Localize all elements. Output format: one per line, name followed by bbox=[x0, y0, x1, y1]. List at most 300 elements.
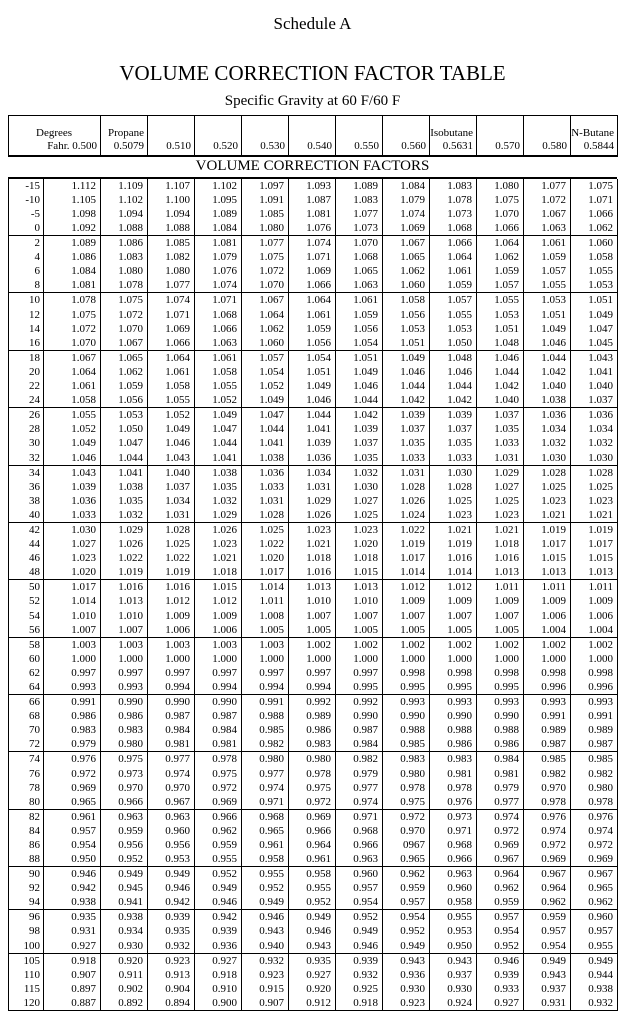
factor-cell: 0.959 bbox=[524, 910, 571, 925]
table-row bbox=[9, 709, 618, 723]
factor-cell: 1.000 bbox=[289, 652, 336, 666]
column-gravity-label: 0.580 bbox=[542, 139, 567, 152]
column-header bbox=[571, 116, 618, 156]
factor-cell: 1.038 bbox=[101, 480, 148, 494]
factor-cell: 0.983 bbox=[383, 752, 430, 767]
factor-cell: 0.989 bbox=[571, 723, 618, 737]
factor-cell: 0.983 bbox=[289, 737, 336, 752]
factor-cell: 0.994 bbox=[289, 680, 336, 695]
factor-cell: 1.025 bbox=[571, 480, 618, 494]
factor-cell: 1.052 bbox=[242, 379, 289, 393]
factor-cell: 0.984 bbox=[336, 737, 383, 752]
table-row bbox=[9, 465, 618, 480]
factor-cell: 0.953 bbox=[430, 924, 477, 938]
factor-cell: 1.000 bbox=[336, 652, 383, 666]
factor-cell: 1.061 bbox=[524, 236, 571, 251]
factor-cell: 1.064 bbox=[44, 365, 101, 379]
factor-cell: 0.978 bbox=[571, 795, 618, 810]
factor-cell: 0.924 bbox=[430, 996, 477, 1011]
factor-cell: 1.029 bbox=[477, 465, 524, 480]
factor-cell: 1.003 bbox=[195, 637, 242, 652]
factor-cell: 1.073 bbox=[430, 207, 477, 221]
factor-cell: 0.946 bbox=[242, 910, 289, 925]
factor-cell: 1.009 bbox=[477, 594, 524, 608]
factor-cell: 1.016 bbox=[148, 580, 195, 595]
factor-cell: 1.061 bbox=[336, 293, 383, 308]
factor-cell: 0.962 bbox=[477, 881, 524, 895]
factor-cell: 0.954 bbox=[477, 924, 524, 938]
factor-cell: 0.986 bbox=[477, 737, 524, 752]
factor-cell: 0.978 bbox=[289, 766, 336, 780]
temperature-cell: 6 bbox=[34, 265, 40, 278]
factor-cell: 0.980 bbox=[383, 766, 430, 780]
factor-cell: 0.993 bbox=[524, 695, 571, 710]
temperature-cell: 68 bbox=[29, 710, 40, 723]
table-row bbox=[9, 278, 618, 293]
factor-cell: 1.051 bbox=[571, 293, 618, 308]
factor-cell: 1.029 bbox=[195, 508, 242, 523]
factor-cell: 1.033 bbox=[430, 451, 477, 466]
factor-cell: 0.920 bbox=[101, 953, 148, 968]
factor-cell: 1.057 bbox=[524, 264, 571, 278]
factor-cell: 0.975 bbox=[101, 752, 148, 767]
table-row bbox=[9, 322, 618, 336]
factor-cell: 1.074 bbox=[289, 236, 336, 251]
factor-cell: 1.044 bbox=[336, 393, 383, 408]
factor-cell: 1.005 bbox=[477, 623, 524, 638]
factor-cell: 1.079 bbox=[383, 193, 430, 207]
factor-cell: 0.971 bbox=[336, 809, 383, 824]
temperature-cell: 54 bbox=[29, 609, 40, 622]
table-row bbox=[9, 867, 618, 882]
factor-cell: 0.954 bbox=[44, 838, 101, 852]
factor-cell: 1.049 bbox=[571, 307, 618, 321]
factor-cell: 1.070 bbox=[101, 322, 148, 336]
factor-cell: 1.023 bbox=[571, 494, 618, 508]
factor-cell: 0.936 bbox=[383, 968, 430, 982]
factor-cell: 1.024 bbox=[383, 508, 430, 523]
factor-cell: 1.053 bbox=[524, 293, 571, 308]
factor-cell: 0.974 bbox=[571, 824, 618, 838]
factor-cell: 1.044 bbox=[524, 350, 571, 365]
factor-cell: 1.033 bbox=[242, 480, 289, 494]
factor-cell: 1.061 bbox=[44, 379, 101, 393]
factor-cell: 0.969 bbox=[44, 781, 101, 795]
factor-cell: 1.112 bbox=[44, 179, 101, 193]
factor-cell: 1.040 bbox=[571, 379, 618, 393]
factor-cell: 1.039 bbox=[383, 408, 430, 423]
factor-cell: 0.894 bbox=[148, 996, 195, 1011]
factor-cell: 1.002 bbox=[430, 637, 477, 652]
temperature-cell: 48 bbox=[29, 566, 40, 579]
factor-cell: 1.028 bbox=[242, 508, 289, 523]
temperature-cell: 76 bbox=[29, 767, 40, 780]
factor-cell: 1.069 bbox=[289, 264, 336, 278]
factor-cell: 0.955 bbox=[242, 867, 289, 882]
factor-cell: 1.095 bbox=[195, 193, 242, 207]
factor-cell: 1.020 bbox=[242, 551, 289, 565]
factor-cell: 1.011 bbox=[571, 580, 618, 595]
factor-cell: 1.057 bbox=[242, 350, 289, 365]
factor-cell: 1.015 bbox=[524, 551, 571, 565]
factor-cell: 0.986 bbox=[430, 737, 477, 752]
factor-cell: 0.949 bbox=[383, 939, 430, 954]
factor-cell: 0.977 bbox=[242, 766, 289, 780]
factor-cell: 0.943 bbox=[242, 924, 289, 938]
factor-cell: 0.986 bbox=[44, 709, 101, 723]
factor-cell: 0.961 bbox=[44, 809, 101, 824]
temperature-cell: 115 bbox=[23, 982, 40, 995]
factor-cell: 1.062 bbox=[571, 221, 618, 236]
factor-cell: 1.041 bbox=[571, 365, 618, 379]
factor-cell: 0.967 bbox=[571, 867, 618, 882]
factor-cell: 1.051 bbox=[336, 350, 383, 365]
factor-cell: 0.984 bbox=[477, 752, 524, 767]
factor-cell: 0.994 bbox=[195, 680, 242, 695]
factor-cell: 1.043 bbox=[148, 451, 195, 466]
factor-cell: 1.012 bbox=[383, 580, 430, 595]
factor-cell: 1.003 bbox=[44, 637, 101, 652]
table-row bbox=[9, 207, 618, 221]
factor-cell: 1.037 bbox=[336, 436, 383, 450]
factor-cell: 1.000 bbox=[101, 652, 148, 666]
temperature-cell: 8 bbox=[34, 279, 40, 292]
factor-cell: 0.952 bbox=[289, 895, 336, 910]
table-row bbox=[9, 422, 618, 436]
temperature-cell: 2 bbox=[9, 236, 44, 251]
factor-cell: 1.068 bbox=[430, 221, 477, 236]
factor-cell: 0.972 bbox=[477, 824, 524, 838]
factor-cell: 0.964 bbox=[477, 867, 524, 882]
factor-cell: 1.055 bbox=[524, 278, 571, 293]
factor-cell: 1.033 bbox=[44, 508, 101, 523]
factor-cell: 1.019 bbox=[524, 522, 571, 537]
factor-cell: 1.081 bbox=[44, 278, 101, 293]
factor-cell: 0.972 bbox=[44, 766, 101, 780]
factor-cell: 1.014 bbox=[44, 594, 101, 608]
factor-cell: 1.042 bbox=[524, 365, 571, 379]
factor-cell: 0.997 bbox=[44, 666, 101, 680]
factor-cell: 1.066 bbox=[571, 207, 618, 221]
factor-cell: 0.933 bbox=[477, 982, 524, 996]
factor-cell: 1.036 bbox=[524, 408, 571, 423]
factor-cell: 0.930 bbox=[101, 939, 148, 954]
factor-cell: 1.080 bbox=[148, 264, 195, 278]
factor-cell: 0.991 bbox=[524, 709, 571, 723]
temperature-cell: 24 bbox=[29, 394, 40, 407]
factor-cell: 1.007 bbox=[101, 623, 148, 638]
column-gravity-label: 0.550 bbox=[354, 139, 379, 152]
factor-cell: 0.979 bbox=[477, 781, 524, 795]
factor-cell: 0.952 bbox=[477, 939, 524, 954]
factor-cell: 1.031 bbox=[148, 508, 195, 523]
factor-cell: 0.980 bbox=[242, 752, 289, 767]
factor-cell: 1.017 bbox=[44, 580, 101, 595]
factor-cell: 0.939 bbox=[195, 924, 242, 938]
column-product-label bbox=[477, 127, 520, 140]
factor-cell: 0.992 bbox=[289, 695, 336, 710]
column-product-label bbox=[148, 127, 191, 140]
temperature-cell: 78 bbox=[29, 781, 40, 794]
factor-cell: 0.930 bbox=[430, 982, 477, 996]
factor-cell: 0.954 bbox=[383, 910, 430, 925]
factor-cell: 1.032 bbox=[524, 436, 571, 450]
factor-cell: 1.022 bbox=[148, 551, 195, 565]
factor-cell: 0.932 bbox=[148, 939, 195, 954]
column-gravity-label: 0.5844 bbox=[583, 139, 614, 152]
factor-cell: 1.084 bbox=[383, 179, 430, 193]
factor-cell: 1.021 bbox=[571, 508, 618, 523]
factor-cell: 1.014 bbox=[430, 565, 477, 580]
factor-cell: 1.013 bbox=[101, 594, 148, 608]
factor-cell: 1.044 bbox=[195, 436, 242, 450]
factor-cell: 0.964 bbox=[524, 881, 571, 895]
factor-cell: 0.949 bbox=[571, 953, 618, 968]
factor-cell: 1.033 bbox=[383, 451, 430, 466]
factor-cell: 1.049 bbox=[383, 350, 430, 365]
factor-cell: 1.000 bbox=[383, 652, 430, 666]
factor-cell: 1.056 bbox=[289, 336, 336, 351]
factor-cell: 0.972 bbox=[383, 809, 430, 824]
column-header-row bbox=[9, 116, 618, 156]
factor-cell: 1.102 bbox=[101, 193, 148, 207]
temperature-cell: 84 bbox=[29, 824, 40, 837]
factor-cell: 0.967 bbox=[148, 795, 195, 810]
factor-cell: 1.083 bbox=[101, 250, 148, 264]
factor-cell: 0.971 bbox=[242, 795, 289, 810]
factor-cell: 1.053 bbox=[101, 408, 148, 423]
subtitle: Specific Gravity at 60 F/60 F bbox=[224, 93, 401, 109]
table-row bbox=[9, 379, 618, 393]
factor-cell: 1.027 bbox=[477, 480, 524, 494]
factor-cell: 1.031 bbox=[242, 494, 289, 508]
factor-cell: 1.034 bbox=[571, 422, 618, 436]
factor-cell: 1.068 bbox=[195, 307, 242, 321]
factor-cell: 1.023 bbox=[524, 494, 571, 508]
factor-cell: 0.984 bbox=[148, 723, 195, 737]
table-row bbox=[9, 451, 618, 466]
factor-cell: 1.018 bbox=[477, 537, 524, 551]
factor-cell: 1.058 bbox=[571, 250, 618, 264]
factor-cell: 1.032 bbox=[101, 508, 148, 523]
factor-cell: 0.963 bbox=[430, 867, 477, 882]
factor-cell: 1.035 bbox=[101, 494, 148, 508]
factor-cell: 0.998 bbox=[571, 666, 618, 680]
factor-cell: 1.035 bbox=[336, 451, 383, 466]
factor-cell: 1.002 bbox=[289, 637, 336, 652]
factor-cell: 1.044 bbox=[383, 379, 430, 393]
factor-cell: 1.007 bbox=[383, 609, 430, 623]
factor-cell: 0.955 bbox=[289, 881, 336, 895]
factor-cell: 0.972 bbox=[524, 838, 571, 852]
factor-cell: 0.949 bbox=[148, 867, 195, 882]
factor-cell: 0.972 bbox=[289, 795, 336, 810]
factor-cell: 1.066 bbox=[148, 336, 195, 351]
factor-cell: 1.094 bbox=[148, 207, 195, 221]
factor-cell: 1.042 bbox=[336, 408, 383, 423]
factor-cell: 0.946 bbox=[477, 953, 524, 968]
factor-cell: 0.927 bbox=[195, 953, 242, 968]
factor-cell: 0.942 bbox=[148, 895, 195, 910]
factor-cell: 0.954 bbox=[336, 895, 383, 910]
factor-cell: 1.009 bbox=[430, 594, 477, 608]
factor-cell: 1.015 bbox=[571, 551, 618, 565]
factor-cell: 0.998 bbox=[430, 666, 477, 680]
factor-cell: 1.078 bbox=[430, 193, 477, 207]
degrees-column-header bbox=[9, 116, 101, 156]
factor-cell: 0.983 bbox=[101, 723, 148, 737]
factor-cell: 1.063 bbox=[336, 278, 383, 293]
factor-cell: 1.067 bbox=[524, 207, 571, 221]
factor-cell: 1.089 bbox=[336, 179, 383, 193]
factor-cell: 1.044 bbox=[289, 408, 336, 423]
factor-cell: 1.049 bbox=[242, 393, 289, 408]
factor-cell: 0.907 bbox=[44, 968, 101, 982]
factor-cell: 1.070 bbox=[477, 207, 524, 221]
factor-cell: 0.981 bbox=[195, 737, 242, 752]
table-row bbox=[9, 393, 618, 408]
factor-cell: 1.064 bbox=[430, 250, 477, 264]
temperature-cell: 56 bbox=[29, 623, 40, 636]
factor-cell: 0.993 bbox=[383, 695, 430, 710]
factor-cell: 0.961 bbox=[289, 852, 336, 867]
factor-cell: 1.081 bbox=[289, 207, 336, 221]
factor-cell: 0.955 bbox=[571, 939, 618, 954]
factor-cell: 0.991 bbox=[44, 695, 101, 710]
factor-cell: 0.995 bbox=[383, 680, 430, 695]
factor-cell: 1.077 bbox=[336, 207, 383, 221]
factor-cell: 1.074 bbox=[383, 207, 430, 221]
factor-cell: 1.059 bbox=[101, 379, 148, 393]
factor-cell: 1.064 bbox=[289, 293, 336, 308]
factor-cell: 0.973 bbox=[101, 766, 148, 780]
factor-cell: 0.925 bbox=[336, 982, 383, 996]
factor-cell: 0.983 bbox=[44, 723, 101, 737]
factor-cell: 1.073 bbox=[336, 221, 383, 236]
factor-cell: 1.109 bbox=[101, 179, 148, 193]
column-gravity-label: 0.530 bbox=[260, 139, 285, 152]
temperature-cell: 22 bbox=[29, 380, 40, 393]
factor-cell: 0.892 bbox=[101, 996, 148, 1011]
table-row bbox=[9, 336, 618, 351]
factor-cell: 0.959 bbox=[101, 824, 148, 838]
factor-cell: 1.055 bbox=[44, 408, 101, 423]
table-row bbox=[9, 666, 618, 680]
factor-cell: 1.023 bbox=[336, 522, 383, 537]
factor-cell: 1.002 bbox=[336, 637, 383, 652]
table-row bbox=[9, 250, 618, 264]
header-table bbox=[8, 115, 618, 157]
factor-cell: 1.052 bbox=[44, 422, 101, 436]
factor-cell: 1.059 bbox=[289, 322, 336, 336]
table-row bbox=[9, 795, 618, 810]
table-row bbox=[9, 236, 618, 251]
factor-cell: 1.068 bbox=[336, 250, 383, 264]
factor-cell: 0.990 bbox=[148, 695, 195, 710]
factor-cell: 1.077 bbox=[242, 236, 289, 251]
factor-cell: 1.058 bbox=[148, 379, 195, 393]
factor-cell: 0.997 bbox=[195, 666, 242, 680]
factor-cell: 0.938 bbox=[571, 982, 618, 996]
factor-cell: 1.010 bbox=[289, 594, 336, 608]
factor-cell: 0.965 bbox=[383, 852, 430, 867]
factor-cell: 1.032 bbox=[336, 465, 383, 480]
factor-cell: 0.910 bbox=[195, 982, 242, 996]
factor-cell: 1.059 bbox=[430, 278, 477, 293]
factor-cell: 1.051 bbox=[477, 322, 524, 336]
factor-cell: 0.991 bbox=[571, 709, 618, 723]
factor-cell: 0.946 bbox=[289, 924, 336, 938]
factor-cell: 0.974 bbox=[524, 824, 571, 838]
factor-cell: 0.963 bbox=[101, 809, 148, 824]
factor-cell: 1.008 bbox=[242, 609, 289, 623]
temperature-cell: 86 bbox=[29, 839, 40, 852]
factor-cell: 0.985 bbox=[571, 752, 618, 767]
factor-cell: 1.061 bbox=[195, 350, 242, 365]
factor-cell: 1.002 bbox=[477, 637, 524, 652]
factor-cell: 0.959 bbox=[195, 838, 242, 852]
factor-cell: 1.046 bbox=[44, 451, 101, 466]
temperature-cell: 42 bbox=[9, 522, 44, 537]
factor-cell: 0.990 bbox=[195, 695, 242, 710]
table-row bbox=[9, 939, 618, 954]
factor-cell: 1.063 bbox=[195, 336, 242, 351]
factor-cell: 1.084 bbox=[195, 221, 242, 236]
factor-cell: 1.035 bbox=[383, 436, 430, 450]
factor-cell: 0.960 bbox=[430, 881, 477, 895]
factor-cell: 1.020 bbox=[44, 565, 101, 580]
factor-cell: 0.981 bbox=[430, 766, 477, 780]
factor-cell: 0.976 bbox=[524, 809, 571, 824]
factor-cell: 1.088 bbox=[148, 221, 195, 236]
factor-cell: 0.997 bbox=[242, 666, 289, 680]
factor-cell: 0.994 bbox=[242, 680, 289, 695]
factor-cell: 1.062 bbox=[242, 322, 289, 336]
factor-cell: 1.056 bbox=[336, 322, 383, 336]
factor-cell: 1.070 bbox=[242, 278, 289, 293]
factor-cell: 0.942 bbox=[195, 910, 242, 925]
factor-cell: 0.946 bbox=[44, 867, 101, 882]
temperature-cell: 74 bbox=[9, 752, 44, 767]
factor-cell: 0.988 bbox=[430, 723, 477, 737]
column-header bbox=[383, 116, 430, 156]
factor-cell: 1.079 bbox=[195, 250, 242, 264]
factor-cell: 0.912 bbox=[289, 996, 336, 1011]
column-product-label bbox=[524, 127, 567, 140]
factor-cell: 1.034 bbox=[524, 422, 571, 436]
factor-cell: 1.015 bbox=[336, 565, 383, 580]
factor-cell: 1.025 bbox=[242, 522, 289, 537]
factor-cell: 0.981 bbox=[477, 766, 524, 780]
factor-cell: 1.011 bbox=[242, 594, 289, 608]
factor-cell: 1.075 bbox=[44, 307, 101, 321]
factor-cell: 1.036 bbox=[571, 408, 618, 423]
factor-cell: 0.998 bbox=[383, 666, 430, 680]
factor-cell: 1.072 bbox=[44, 322, 101, 336]
factor-cell: 0.967 bbox=[477, 852, 524, 867]
factor-cell: 1.041 bbox=[101, 465, 148, 480]
factor-cell: 1.025 bbox=[148, 537, 195, 551]
fahr-gravity-label: Fahr. 0.500 bbox=[47, 139, 97, 152]
factor-cell: 1.062 bbox=[383, 264, 430, 278]
factor-cell: 0.977 bbox=[336, 781, 383, 795]
factor-cell: 0.988 bbox=[477, 723, 524, 737]
factor-cell: 0.987 bbox=[195, 709, 242, 723]
factor-cell: 0.955 bbox=[430, 910, 477, 925]
factor-cell: 1.026 bbox=[289, 508, 336, 523]
factor-cell: 1.013 bbox=[477, 565, 524, 580]
column-product-label bbox=[289, 127, 332, 140]
